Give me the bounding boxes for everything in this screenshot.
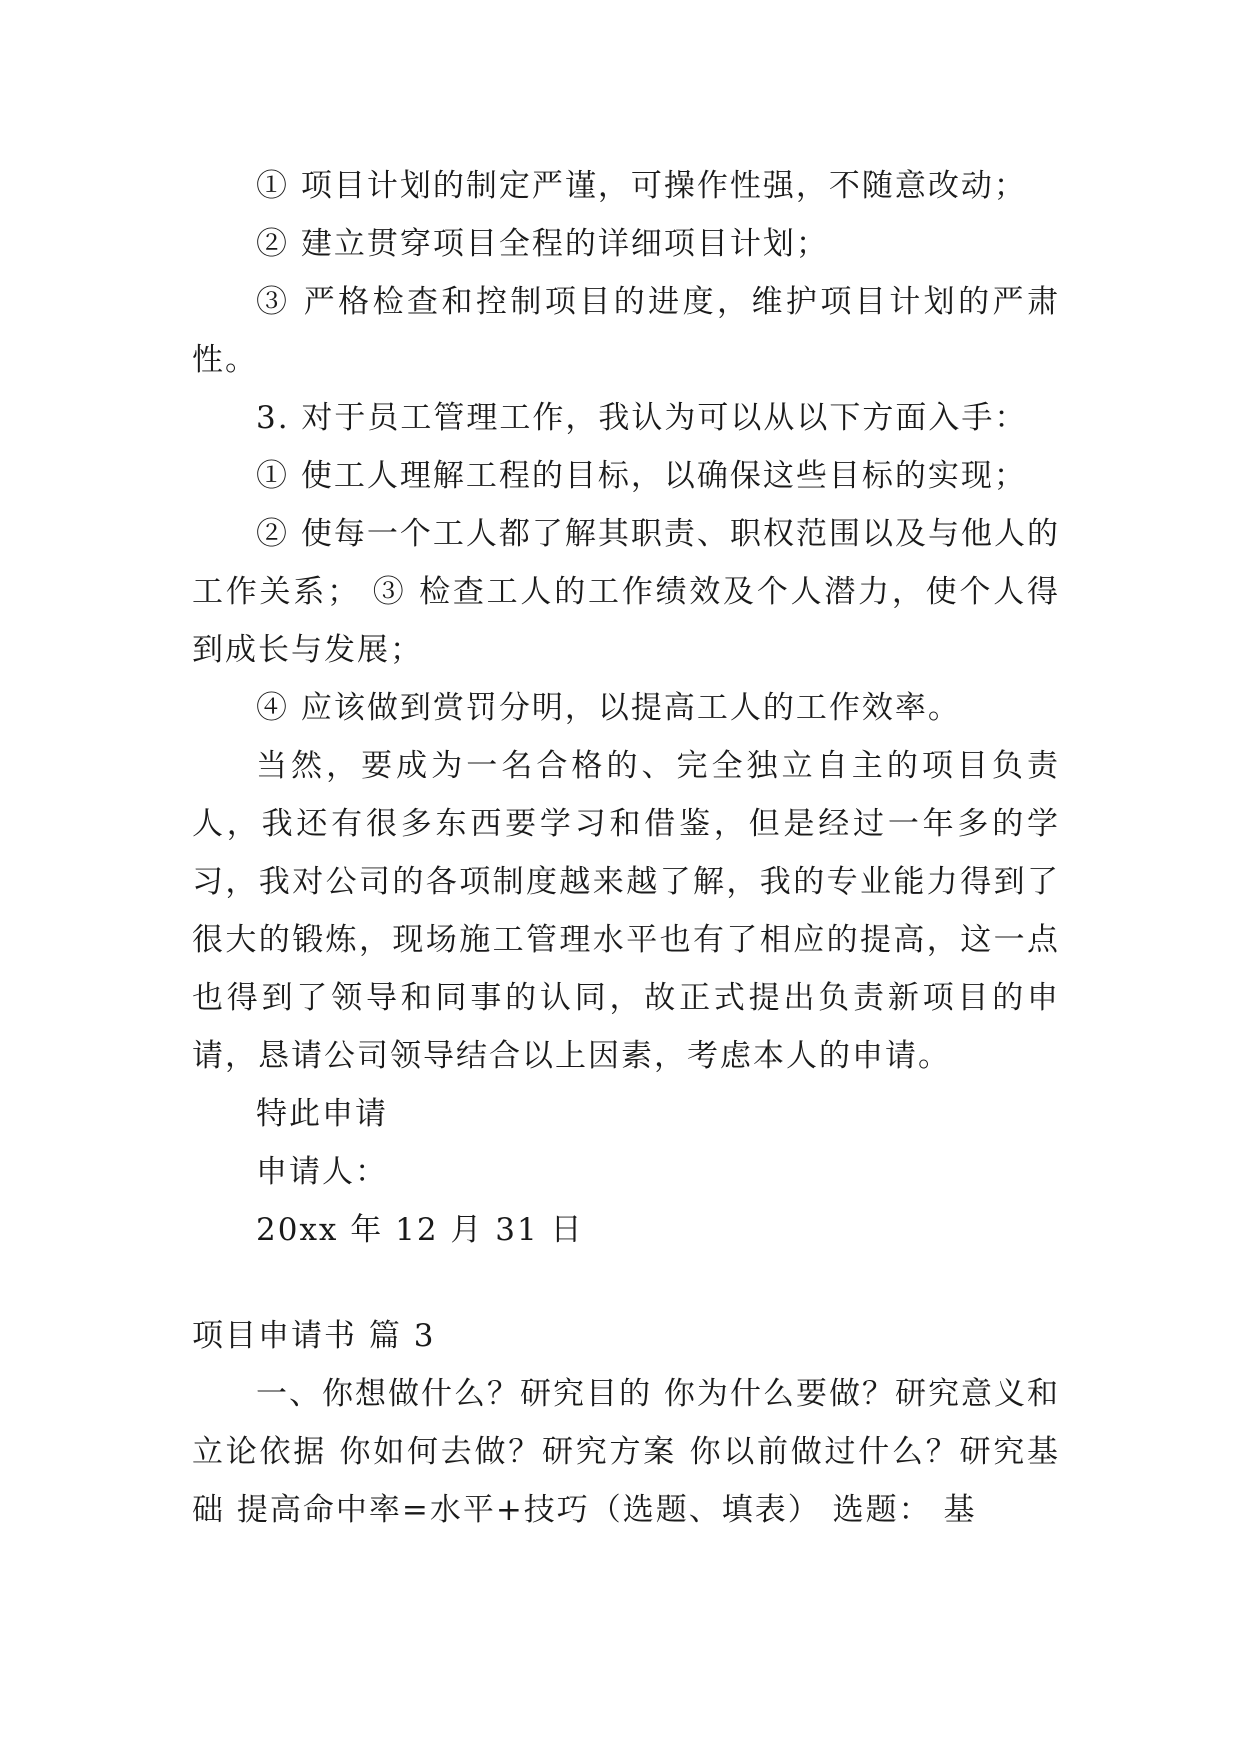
applicant-label: 申请人： (256, 1154, 388, 1190)
paragraph: ② 使每一个工人都了解其职责、职权范围以及与他人的工作关系； ③ 检查工人的工作绩效及个人潜力，使个人得到成长与发展； (192, 516, 1060, 668)
paragraph: ① 使工人理解工程的目标，以确保这些目标的实现； (256, 458, 1027, 494)
paragraph: ④ 应该做到赏罚分明，以提高工人的工作效率。 (256, 690, 961, 726)
closing-text: 特此申请 (256, 1096, 388, 1132)
paragraph: ① 项目计划的制定严谨，可操作性强，不随意改动； (256, 168, 1027, 204)
document-page (192, 157, 1060, 1539)
paragraph: ③ 严格检查和控制项目的进度，维护项目计划的严肃性。 (192, 284, 1060, 378)
section-title: 项目申请书 篇 3 (192, 1318, 436, 1354)
paragraph: 一、你想做什么？研究目的 你为什么要做？研究意义和立论依据 你如何去做？研究方案 你以前做过什么？研究基础 提高命中率=水平+技巧（选题、填表） 选题： 基 (192, 1376, 1060, 1528)
paragraph: 3. 对于员工管理工作，我认为可以从以下方面入手： (256, 400, 1028, 436)
date-line: 20xx 年 12 月 31 日 (256, 1212, 584, 1248)
paragraph: ② 建立贯穿项目全程的详细项目计划； (256, 226, 829, 262)
paragraph: 当然，要成为一名合格的、完全独立自主的项目负责人，我还有很多东西要学习和借鉴，但是经过一年多的学习，我对公司的各项制度越来越了解，我的专业能力得到了很大的锻炼，现场施工管理水平也有了相应的提高，这一点也得到了领导和同事的认同，故正式提出负责新项目的申请，恳请公司领导结合以上因素，考虑本人的申请。 (192, 748, 1060, 1074)
section-gap (192, 1259, 1060, 1307)
